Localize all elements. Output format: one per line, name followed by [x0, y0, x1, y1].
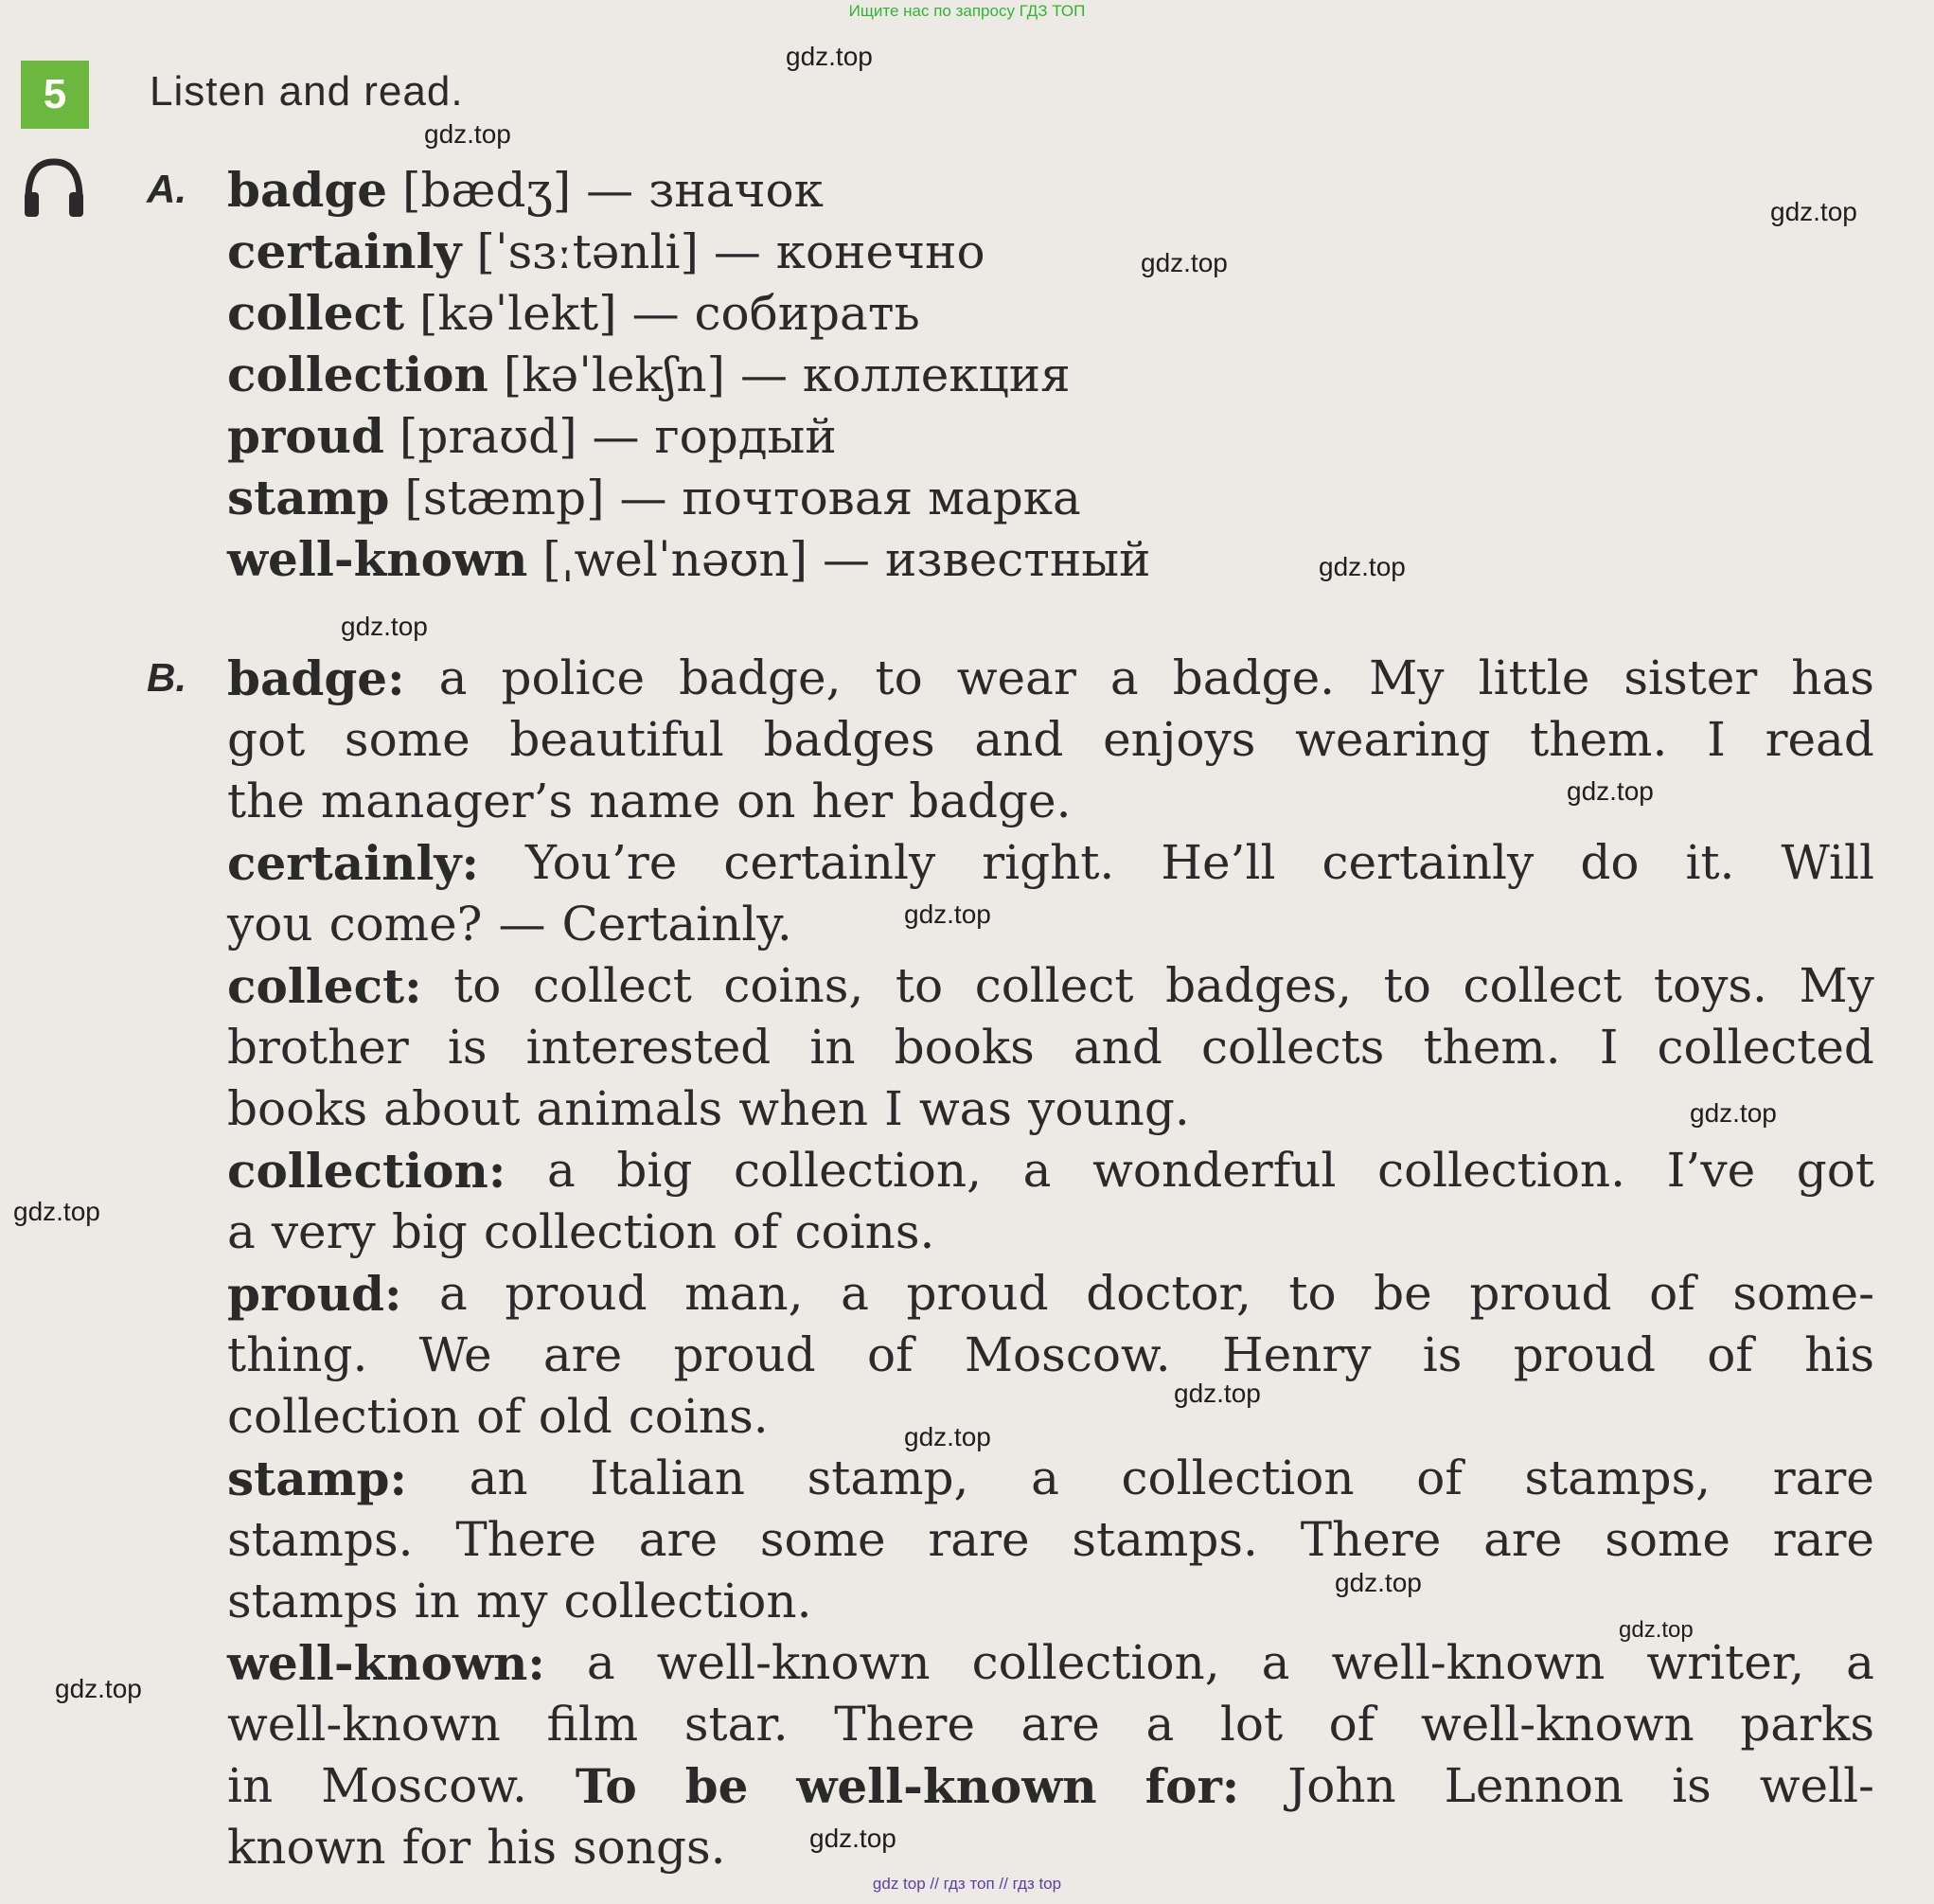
example-word: collection	[227, 1389, 461, 1444]
example-line	[227, 1140, 1874, 1201]
example-word: collect	[533, 958, 692, 1013]
vocab-dash: —	[631, 286, 680, 341]
example-line	[227, 1448, 1874, 1509]
example-word: sister	[1623, 650, 1758, 705]
example-word: writer,	[1646, 1635, 1805, 1690]
example-word: to	[875, 650, 923, 705]
example-word: rare	[928, 1512, 1030, 1567]
example-word: collection.	[1377, 1143, 1626, 1198]
example-word: Henry	[1221, 1327, 1372, 1382]
example-word: old	[538, 1389, 612, 1444]
example-line	[227, 709, 1874, 771]
example-word: stamps.	[227, 1512, 414, 1567]
watermark: gdz.top	[904, 899, 991, 929]
example-word: animals	[536, 1081, 723, 1136]
example-word: has	[1791, 650, 1874, 705]
headword: collect:	[227, 958, 422, 1014]
watermark: gdz.top	[786, 42, 873, 71]
example-word: police	[501, 650, 646, 705]
example-word: an	[469, 1450, 528, 1505]
watermark: gdz.top	[1690, 1098, 1777, 1128]
example-word: well-known	[656, 1635, 931, 1690]
vocab-entry	[227, 528, 1150, 590]
example-word: are	[542, 1327, 623, 1382]
example-word: manager’s	[320, 774, 574, 828]
watermark: gdz.top	[1319, 552, 1406, 581]
top-banner: Ищите нас по запросу ГДЗ ТОП	[848, 2, 1086, 20]
example-word: well-known	[1331, 1635, 1606, 1690]
example-word: the	[227, 774, 305, 828]
example-word: My	[1369, 650, 1445, 705]
watermark: gdz.top	[424, 119, 511, 149]
headword: for:	[1144, 1758, 1240, 1814]
example-word: a	[438, 650, 468, 705]
example-word: some	[759, 1512, 886, 1567]
example-word: a	[227, 1204, 256, 1259]
example-word: I	[884, 1081, 903, 1136]
example-word: it.	[1685, 835, 1735, 890]
example-word: rare	[1772, 1512, 1874, 1567]
example-word: badges	[763, 712, 935, 767]
vocab-dash: —	[823, 532, 871, 587]
example-word: There	[455, 1512, 596, 1567]
vocab-entry	[227, 221, 1150, 282]
example-word: well-known	[1420, 1697, 1694, 1752]
example-word: proud	[906, 1266, 1049, 1321]
example-word: a	[1022, 1143, 1052, 1198]
vocab-dash: —	[619, 471, 667, 525]
example-word: to	[1288, 1266, 1337, 1321]
example-word: stamps,	[1524, 1450, 1712, 1505]
example-word: stamp,	[807, 1450, 969, 1505]
example-word: stamps.	[1072, 1512, 1258, 1567]
example-word: got	[1796, 1143, 1874, 1198]
example-word: a	[1145, 1697, 1175, 1752]
example-word: coins.	[794, 1204, 935, 1259]
vocab-transcription: [stæmp]	[404, 471, 605, 525]
example-word: in	[809, 1020, 856, 1075]
vocab-dash: —	[713, 224, 761, 279]
example-word: very	[271, 1204, 376, 1259]
example-word: wonderful	[1092, 1143, 1337, 1198]
example-word: songs.	[572, 1820, 726, 1875]
headphones-icon[interactable]	[21, 156, 87, 219]
headword: collection:	[227, 1143, 506, 1199]
example-word: Moscow.	[964, 1327, 1171, 1382]
example-line	[227, 1755, 1874, 1817]
vocab-word: well-known	[227, 531, 528, 587]
example-word: proud	[1469, 1266, 1612, 1321]
example-word: a	[841, 1266, 869, 1321]
example-word: badge.	[1172, 650, 1336, 705]
vocab-word: collection	[227, 347, 488, 402]
example-line	[227, 648, 1874, 709]
example-line	[227, 1017, 1874, 1078]
example-word: a	[1031, 1450, 1059, 1505]
example-word: a	[1261, 1635, 1290, 1690]
example-word: young.	[1028, 1081, 1190, 1136]
example-word: man,	[684, 1266, 804, 1321]
example-line	[227, 955, 1874, 1017]
example-word: collection.	[563, 1574, 812, 1628]
example-word: some	[344, 712, 470, 767]
example-word: of	[1416, 1450, 1463, 1505]
watermark: gdz.top	[1141, 248, 1228, 277]
example-word: you	[227, 897, 313, 952]
example-word: in	[414, 1574, 460, 1628]
example-word: toys.	[1653, 958, 1767, 1013]
vocab-translation: значок	[648, 163, 824, 218]
vocab-translation: гордый	[654, 409, 837, 464]
example-word: for	[401, 1820, 471, 1875]
example-line	[227, 1694, 1874, 1755]
headword: proud:	[227, 1266, 402, 1322]
vocab-dash: —	[586, 163, 634, 218]
example-word: to	[895, 958, 944, 1013]
vocab-transcription: [kəˈlekt]	[419, 286, 617, 341]
vocab-word: collect	[227, 285, 405, 341]
headword: badge:	[227, 650, 405, 706]
example-word: a	[546, 1143, 576, 1198]
example-word: collected	[1657, 1020, 1874, 1075]
vocab-entry	[227, 344, 1150, 405]
watermark: gdz.top	[1619, 1617, 1694, 1643]
example-word: little	[1478, 650, 1590, 705]
example-word: I	[1707, 712, 1726, 767]
example-word: He’ll	[1161, 835, 1276, 890]
example-word: come?	[328, 897, 483, 952]
exercise-number-badge: 5	[21, 61, 89, 129]
example-word: stamps	[227, 1574, 399, 1628]
example-word: is	[1422, 1327, 1463, 1382]
example-word: —	[498, 897, 546, 952]
watermark: gdz.top	[341, 612, 428, 641]
vocab-transcription: [kəˈlekʃn]	[503, 347, 726, 402]
example-word: There	[1300, 1512, 1442, 1567]
example-word: film	[546, 1697, 639, 1752]
example-word: beautiful	[509, 712, 724, 767]
vocab-entry	[227, 282, 1150, 344]
example-word: Moscow.	[321, 1758, 527, 1813]
example-word: a	[586, 1635, 615, 1690]
headword: well-known:	[227, 1635, 545, 1691]
vocabulary-list	[227, 159, 1150, 590]
example-word: proud	[1513, 1327, 1656, 1382]
example-word: Certainly.	[561, 897, 792, 952]
vocab-word: badge	[227, 162, 388, 218]
bottom-banner: gdz top // гдз топ // гдз top	[872, 1875, 1062, 1893]
example-word: brother	[227, 1020, 409, 1075]
exercise-instruction: Listen and read.	[150, 68, 464, 115]
watermark: gdz.top	[1770, 197, 1857, 226]
example-word: coins.	[628, 1389, 769, 1444]
example-word: of	[1707, 1327, 1753, 1382]
vocab-word: proud	[227, 408, 384, 464]
example-line	[227, 1386, 1874, 1448]
vocab-translation: коллекция	[802, 347, 1071, 402]
example-line	[227, 1325, 1874, 1386]
example-word: collection	[483, 1204, 717, 1259]
example-word: badge,	[679, 650, 842, 705]
example-word: Lennon	[1444, 1758, 1624, 1813]
example-word: You’re	[524, 835, 678, 890]
example-word: well-known	[227, 1697, 501, 1752]
example-word: right.	[982, 835, 1115, 890]
example-word: on	[736, 774, 796, 828]
example-word: books	[894, 1020, 1035, 1075]
example-word: collection	[1121, 1450, 1355, 1505]
example-line	[227, 1263, 1874, 1325]
example-word: his	[487, 1820, 557, 1875]
example-word: known	[227, 1820, 386, 1875]
example-word: a	[439, 1266, 468, 1321]
example-word: read	[1765, 712, 1874, 767]
example-word: We	[418, 1327, 492, 1382]
vocab-dash: —	[739, 347, 788, 402]
example-line	[227, 1201, 1874, 1263]
example-word: I’ve	[1666, 1143, 1756, 1198]
example-word: enjoys	[1103, 712, 1256, 767]
example-word: some	[1605, 1512, 1730, 1567]
example-word: was	[918, 1081, 1013, 1136]
example-word: big	[391, 1204, 468, 1259]
example-word: certainly	[723, 835, 936, 890]
example-word: is	[1672, 1758, 1712, 1813]
vocab-translation: конечно	[775, 224, 985, 279]
vocab-dash: —	[592, 409, 640, 464]
example-word: name	[589, 774, 721, 828]
watermark: gdz.top	[1335, 1568, 1422, 1597]
vocab-word: certainly	[227, 223, 462, 279]
example-line	[227, 1817, 1874, 1878]
example-word: a	[1846, 1635, 1874, 1690]
example-word: My	[1799, 958, 1874, 1013]
example-word: are	[1483, 1512, 1563, 1567]
headword: certainly:	[227, 835, 479, 891]
example-word: about	[383, 1081, 521, 1136]
vocab-transcription: [ˌwelˈnəʊn]	[542, 532, 808, 587]
example-word: be	[1374, 1266, 1432, 1321]
example-word: and	[974, 712, 1064, 767]
example-word: to	[1383, 958, 1431, 1013]
example-line	[227, 832, 1874, 894]
headword: To	[575, 1758, 637, 1814]
example-word: Italian	[590, 1450, 745, 1505]
example-word: collects	[1200, 1020, 1385, 1075]
example-word: of	[1649, 1266, 1695, 1321]
vocab-translation: известный	[884, 532, 1151, 587]
example-word: parks	[1740, 1697, 1874, 1752]
example-word: I	[1599, 1020, 1619, 1075]
example-word: well-	[1759, 1758, 1874, 1813]
headword: be	[684, 1758, 749, 1814]
example-sentences	[227, 648, 1874, 1878]
example-word: in	[227, 1758, 274, 1813]
example-word: of	[866, 1327, 914, 1382]
example-word: collection,	[971, 1635, 1220, 1690]
part-b-label: B.	[147, 655, 186, 700]
example-word: of	[476, 1389, 523, 1444]
example-word: when	[738, 1081, 869, 1136]
example-word: are	[1020, 1697, 1100, 1752]
headword: well-known	[796, 1758, 1097, 1814]
example-word: collection,	[734, 1143, 983, 1198]
watermark: gdz.top	[1174, 1379, 1261, 1408]
example-word: them.	[1530, 712, 1668, 767]
example-word: wearing	[1295, 712, 1491, 767]
example-word: of	[732, 1204, 779, 1259]
vocab-entry	[227, 159, 1150, 221]
example-line	[227, 894, 1874, 955]
example-word: collect	[1463, 958, 1623, 1013]
example-line	[227, 1078, 1874, 1140]
watermark: gdz.top	[904, 1422, 991, 1451]
example-word: doctor,	[1086, 1266, 1251, 1321]
vocab-transcription: [ˈsɜːtənli]	[476, 224, 699, 279]
part-a-label: A.	[147, 167, 186, 211]
example-word: John	[1287, 1758, 1396, 1813]
vocab-entry	[227, 467, 1150, 528]
vocab-word: stamp	[227, 470, 390, 525]
example-word: do	[1580, 835, 1640, 890]
example-word: interested	[525, 1020, 772, 1075]
example-word: some-	[1732, 1266, 1874, 1321]
example-line	[227, 1509, 1874, 1571]
example-word: proud	[505, 1266, 648, 1321]
example-word: her	[811, 774, 894, 828]
example-word: star.	[683, 1697, 789, 1752]
vocab-translation: собирать	[694, 286, 920, 341]
example-word: thing.	[227, 1327, 368, 1382]
example-word: wear	[956, 650, 1076, 705]
example-word: rare	[1772, 1450, 1874, 1505]
example-word: them.	[1423, 1020, 1561, 1075]
vocab-translation: почтовая марка	[682, 471, 1081, 525]
example-word: badges,	[1165, 958, 1353, 1013]
example-word: and	[1073, 1020, 1162, 1075]
example-word: collect	[974, 958, 1134, 1013]
example-word: of	[1328, 1697, 1375, 1752]
headword: stamp:	[227, 1450, 407, 1506]
example-word: Will	[1781, 835, 1874, 890]
example-word: proud	[673, 1327, 816, 1382]
watermark: gdz.top	[55, 1674, 142, 1703]
watermark: gdz.top	[809, 1824, 896, 1853]
example-word: is	[447, 1020, 488, 1075]
example-word: my	[475, 1574, 548, 1628]
watermark: gdz.top	[13, 1197, 100, 1226]
example-word: There	[834, 1697, 975, 1752]
example-word: are	[638, 1512, 719, 1567]
vocab-transcription: [bædʒ]	[402, 163, 572, 218]
example-word: big	[616, 1143, 693, 1198]
vocab-transcription: [praʊd]	[399, 409, 577, 464]
example-word: coins,	[723, 958, 864, 1013]
example-word: books	[227, 1081, 368, 1136]
example-word: certainly	[1322, 835, 1535, 890]
example-word: a	[1109, 650, 1139, 705]
watermark: gdz.top	[1567, 776, 1654, 806]
example-word: badge.	[909, 774, 1072, 828]
example-word: to	[453, 958, 502, 1013]
vocab-entry	[227, 405, 1150, 467]
example-word: lot	[1219, 1697, 1284, 1752]
example-word: got	[227, 712, 306, 767]
example-word: his	[1804, 1327, 1874, 1382]
